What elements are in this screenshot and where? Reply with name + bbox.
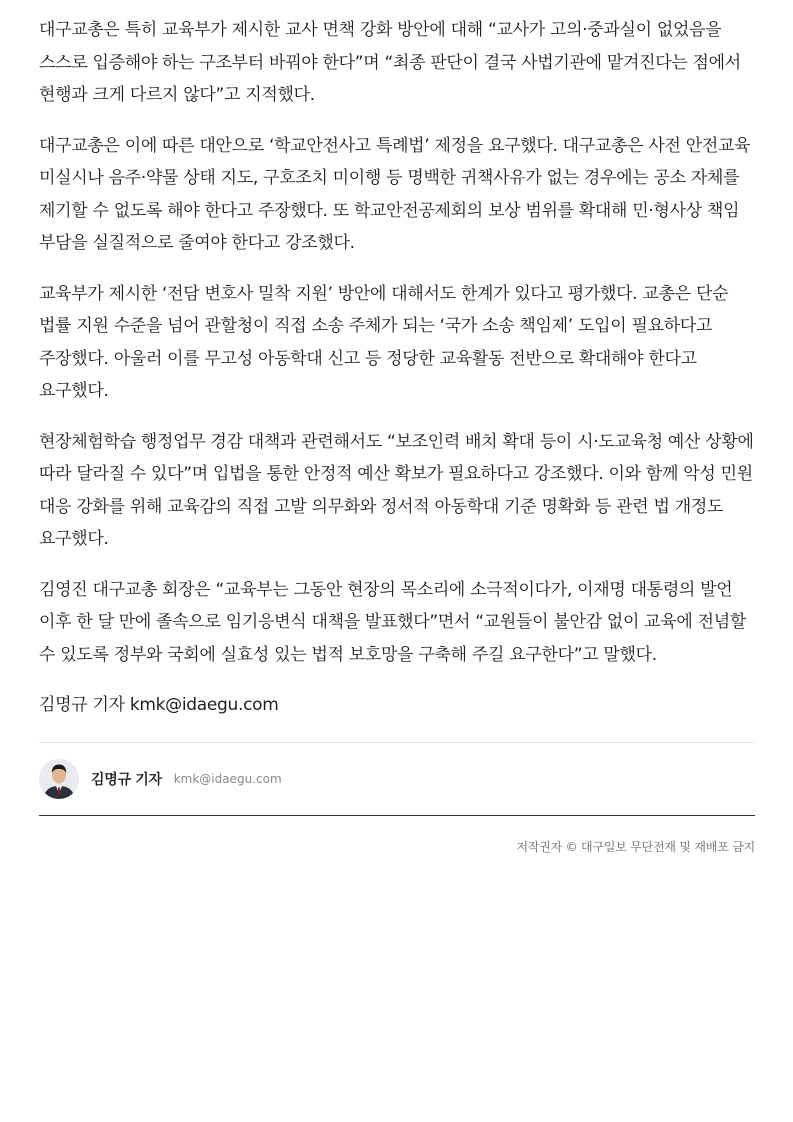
article-paragraph-2: 대구교총은 이에 따른 대안으로 ‘학교안전사고 특례법’ 제정을 요구했다. 대구교총은 사전 안전교육 미실시나 음주·약물 상태 지도, 구호조치 미이행 등 명백한 귀책사유가 없는 경우에는 공소 자체를 제기할 수 없도록 해야 한다고 주장했다. 또 학교안전공제회의 보상 범위를 확대해 민·형사상 책임 부담을 실질적으로 줄여야 한다고 강조했다. (39, 135, 751, 253)
section-divider (39, 742, 755, 743)
footer-divider (39, 815, 755, 816)
article-paragraph-3: 교육부가 제시한 ‘전담 변호사 밀착 지원’ 방안에 대해서도 한계가 있다고 평가했다. 교총은 단순 법률 지원 수준을 넘어 관할청이 직접 소송 주체가 되는 ‘국가 소송 책임제’ 도입이 필요하다고 주장했다. 아울러 이를 무고성 아동학대 신고 등 정당한 교육활동 전반으로 확대해야 한다고 요구했다. (39, 283, 729, 401)
article-body (39, 14, 755, 721)
article-paragraph-4: 현장체험학습 행정업무 경감 대책과 관련해서도 “보조인력 배치 확대 등이 시·도교육청 예산 상황에 따라 달라질 수 있다”며 입법을 통한 안정적 예산 확보가 필요하다고 강조했다. 이와 함께 악성 민원 대응 강화를 위해 교육감의 직접 고발 의무화와 정서적 아동학대 기준 명확화 등 관련 법 개정도 요구했다. (39, 431, 754, 549)
reporter-avatar-icon[interactable] (39, 759, 79, 799)
copyright-notice: 저작권자 © 대구일보 무단전재 및 재배포 금지 (516, 840, 755, 854)
article-byline: 김명규 기자 kmk@idaegu.com (39, 695, 279, 715)
article-paragraph-5: 김영진 대구교총 회장은 “교육부는 그동안 현장의 목소리에 소극적이다가, 이재명 대통령의 발언 이후 한 달 만에 졸속으로 임기응변식 대책을 발표했다”면서 “교원들이 불안감 없이 교육에 전념할 수 있도록 정부와 국회에 실효성 있는 법적 보호망을 구축해 주길 요구한다”고 말했다. (39, 579, 747, 665)
reporter-card[interactable] (39, 757, 755, 801)
article-paragraph-1: 대구교총은 특히 교육부가 제시한 교사 면책 강화 방안에 대해 “교사가 고의·중과실이 없었음을 스스로 입증해야 하는 구조부터 바꿔야 한다”며 “최종 판단이 결국 사법기관에 맡겨진다는 점에서 현행과 크게 다르지 않다”고 지적했다. (39, 20, 741, 105)
reporter-name[interactable]: 김명규 기자 (91, 772, 162, 788)
reporter-email-link[interactable]: kmk@idaegu.com (173, 772, 282, 786)
